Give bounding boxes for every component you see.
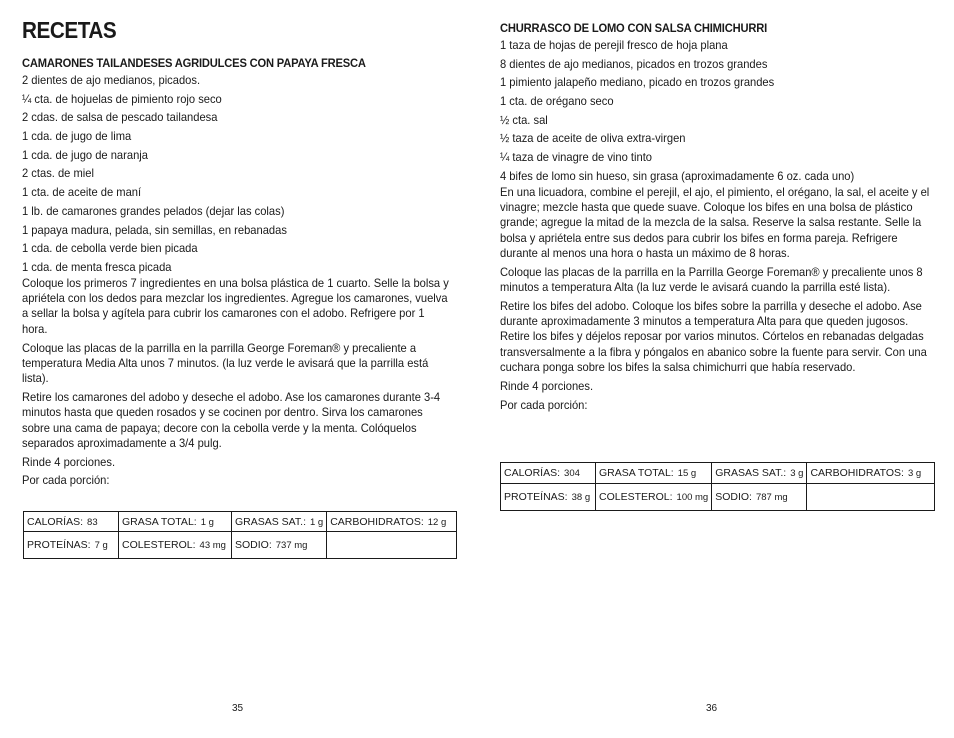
ingredient: ¼ cta. de hojuelas de pimiento rojo seco (22, 91, 222, 106)
nutrition-table (500, 462, 935, 511)
table-row (501, 484, 935, 511)
nutrition-cell: GRASA TOTAL: 1 g (119, 512, 232, 532)
table-row (24, 512, 457, 532)
recipe-steak (500, 21, 936, 416)
per-serving-label: Por cada porción: (22, 473, 110, 488)
nutrition-cell: CALORÍAS: 83 (24, 512, 119, 532)
per-serving-label: Por cada porción: (500, 397, 588, 412)
instruction-paragraph: Coloque los primeros 7 ingredientes en una bolsa plástica de 1 cuarto. Selle la bolsa y apriétela con los dedos para mezclar los ingredientes. Agregue los camarones, vuelva a sellar la bolsa y agítela para cubrir los camarones con el adobo. Refrigere por 1 hora. (22, 275, 449, 336)
ingredient: 1 cta. de orégano seco (500, 94, 614, 109)
ingredient: 8 dientes de ajo medianos, picados en trozos grandes (500, 56, 768, 71)
instructions (22, 276, 458, 489)
ingredient: 1 cda. de jugo de lima (22, 129, 132, 144)
page-number: 35 (232, 703, 244, 714)
nutrition-cell: GRASAS SAT.: 3 g (712, 463, 807, 484)
nutrition-cell: PROTEÍNAS: 38 g (501, 484, 596, 511)
nutrition-cell-empty (807, 484, 935, 511)
ingredient-list (500, 38, 936, 184)
right-page (500, 0, 936, 738)
ingredient: 4 bifes de lomo sin hueso, sin grasa (aproximadamente 6 oz. cada uno) (500, 168, 855, 183)
ingredient: 2 cdas. de salsa de pescado tailandesa (22, 110, 218, 125)
nutrition-cell: SODIO: 737 mg (232, 532, 327, 559)
table-row (501, 463, 935, 484)
ingredient-list (22, 73, 458, 275)
ingredient: ½ cta. sal (500, 112, 548, 127)
recipe-shrimp (22, 56, 458, 492)
ingredient: 2 ctas. de miel (22, 166, 94, 181)
ingredient: 1 taza de hojas de perejil fresco de hoja plana (500, 38, 728, 52)
ingredient: 1 papaya madura, pelada, sin semillas, en rebanadas (22, 222, 287, 237)
ingredient: 1 lb. de camarones grandes pelados (dejar las colas) (22, 203, 285, 218)
ingredient: ¼ taza de vinagre de vino tinto (500, 150, 653, 165)
left-page (22, 0, 458, 738)
nutrition-cell: SODIO: 787 mg (712, 484, 807, 511)
servings-text: Rinde 4 porciones. (22, 454, 116, 469)
instruction-paragraph: Coloque las placas de la parrilla en la Parrilla George Foreman® y precaliente unos 8 minutos a temperatura Alta (la luz verde le avisará cuando la parrilla esté lista). (500, 264, 923, 295)
instruction-paragraph: Coloque las placas de la parrilla en la parrilla George Foreman® y precaliente a temperatura Media Alta unos 7 minutos. (la luz verde le avisará que la parrilla está lista). (22, 340, 429, 386)
nutrition-cell: GRASAS SAT.: 1 g (232, 512, 327, 532)
nutrition-table (23, 511, 457, 559)
nutrition-cell: CARBOHIDRATOS: 3 g (807, 463, 935, 484)
nutrition-cell: COLESTEROL: 43 mg (119, 532, 232, 559)
nutrition-cell: PROTEÍNAS: 7 g (24, 532, 119, 559)
ingredient: ½ taza de aceite de oliva extra-virgen (500, 131, 686, 146)
page-number: 36 (706, 703, 718, 714)
ingredient: 1 pimiento jalapeño mediano, picado en trozos grandes (500, 75, 775, 90)
servings-text: Rinde 4 porciones. (500, 378, 594, 393)
nutrition-cell: CALORÍAS: 304 (501, 463, 596, 484)
section-title: RECETAS (22, 17, 117, 43)
recipe-title: CHURRASCO DE LOMO CON SALSA CHIMICHURRI (500, 21, 767, 35)
instructions (500, 185, 936, 413)
nutrition-cell: GRASA TOTAL: 15 g (596, 463, 712, 484)
recipe-title: CAMARONES TAILANDESES AGRIDULCES CON PAPAYA FRESCA (22, 56, 366, 70)
instruction-paragraph: Retire los camarones del adobo y deseche el adobo. Ase los camarones durante 3-4 minutos hasta que queden rosados y se cocinen por dentro. Sirva los camarones sobre una cama de papaya; decore con la cebolla verde y la menta. Colóquelos separados aproximadamente a 3/4 pulg. (22, 389, 441, 450)
ingredient: 1 cda. de menta fresca picada (22, 259, 172, 274)
ingredient: 2 dientes de ajo medianos, picados. (22, 73, 201, 87)
ingredient: 1 cda. de jugo de naranja (22, 147, 148, 162)
ingredient: 1 cda. de cebolla verde bien picada (22, 241, 198, 256)
table-row (24, 532, 457, 559)
nutrition-cell-empty (327, 532, 457, 559)
ingredient: 1 cta. de aceite de maní (22, 185, 142, 200)
nutrition-cell: COLESTEROL: 100 mg (596, 484, 712, 511)
instruction-paragraph: En una licuadora, combine el perejil, el ajo, el pimiento, el orégano, la sal, el aceite y el vinagre; mezcle hasta que quede suave. Coloque los bifes en una bolsa de plástico grande; agregue la mitad de la mezcla de la salsa. Reserve la salsa restante. Selle la bolsa y apriétela entre sus dedos para cubrir los bifes en forma pareja. Refrigere durante al menos una hora o hasta un máximo de 8 horas. (500, 184, 930, 260)
instruction-paragraph: Retire los bifes del adobo. Coloque los bifes sobre la parrilla y deseche el adobo. Ase durante aproximadamente 3 minutos a temperatura Alta para que queden jugosos. Retire los bifes y déjelos reposar por varios minutos. Córtelos en rebanadas delgadas transversalmente a la fibra y póngalos en abanico sobre la fuente para servir. Con una cuchara ponga sobre los bifes la salsa chimichurri que había reservado. (500, 298, 927, 375)
nutrition-cell: CARBOHIDRATOS: 12 g (327, 512, 457, 532)
